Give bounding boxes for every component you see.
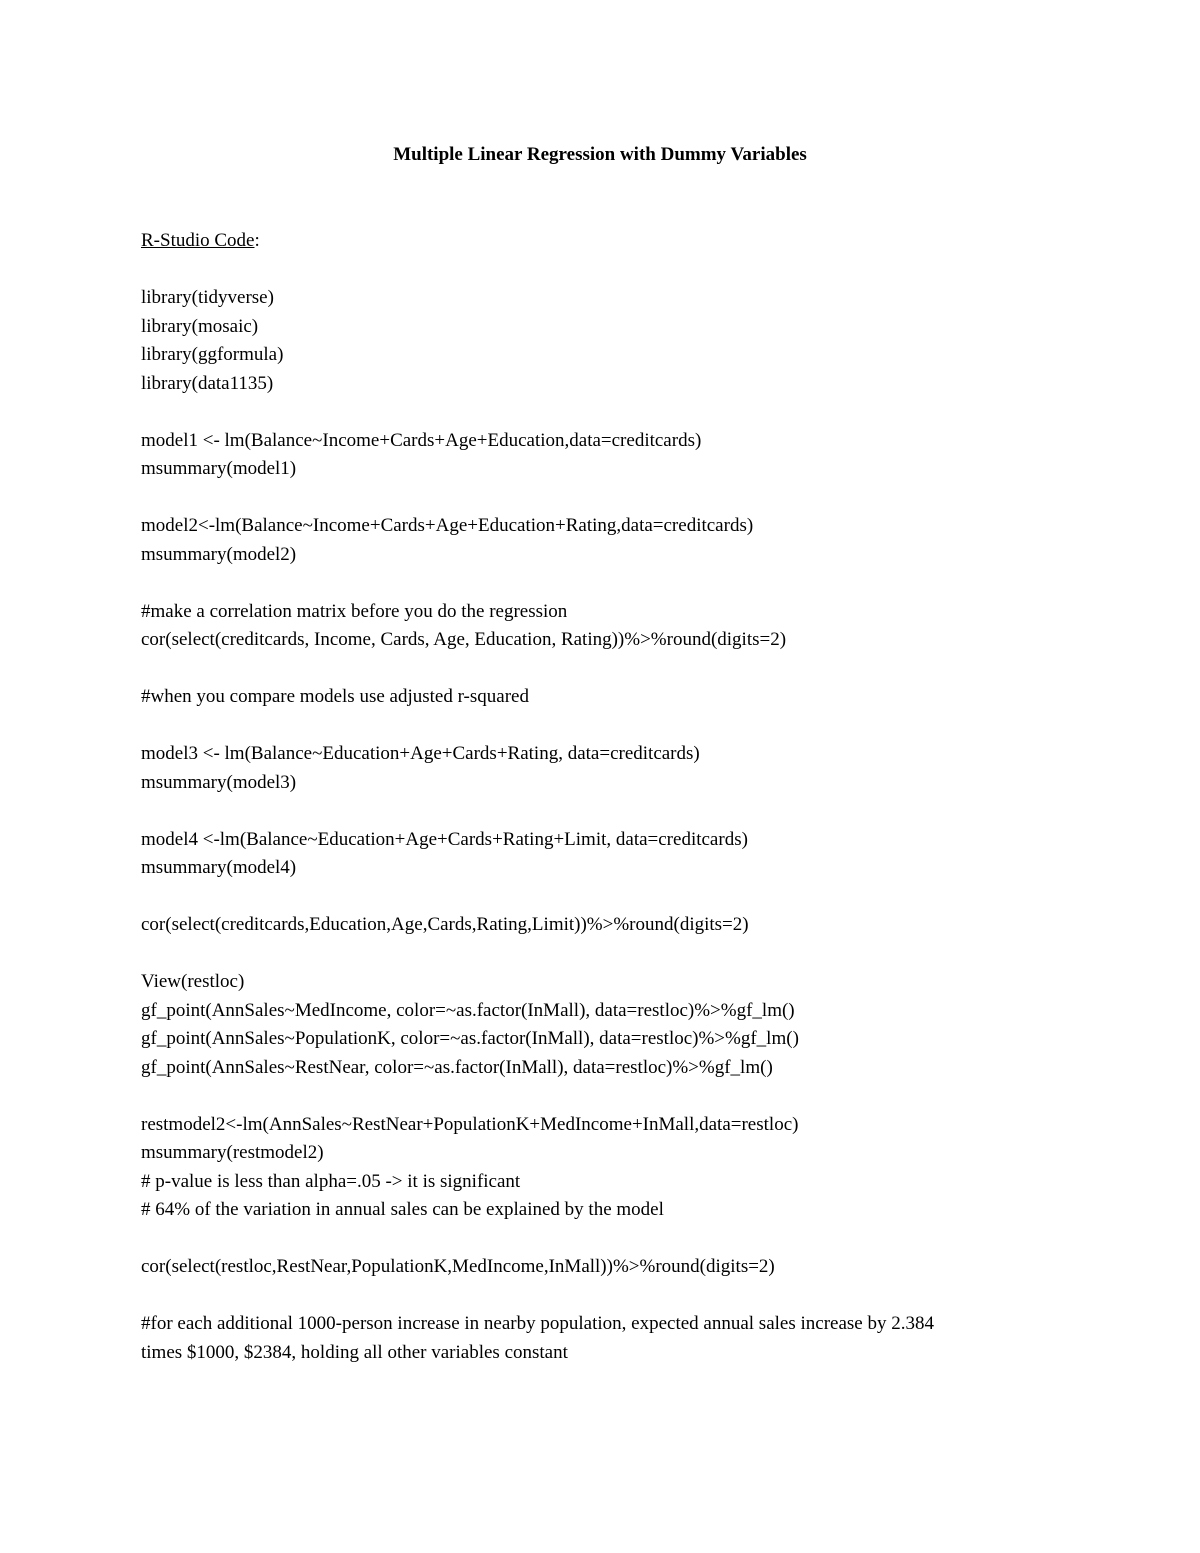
code-line-cor-creditcards-2: cor(select(creditcards,Education,Age,Cards,Rating,Limit))%>%round(digits=2) bbox=[141, 914, 749, 935]
code-line-model1: model1 <- lm(Balance~Income+Cards+Age+Education,data=creditcards) bbox=[141, 429, 702, 451]
code-line-msummary-model2: msummary(model2) bbox=[141, 543, 297, 565]
code-line-restmodel2: restmodel2<-lm(AnnSales~RestNear+PopulationK+MedIncome+InMall,data=restloc) bbox=[141, 1113, 799, 1135]
spacer bbox=[141, 797, 1061, 826]
code-line-model4: model4 <-lm(Balance~Education+Age+Cards+Rating+Limit, data=creditcards) bbox=[141, 828, 748, 850]
code-line-library-ggformula: library(ggformula) bbox=[141, 344, 284, 365]
comment-compare-models: #when you compare models use adjusted r-squared bbox=[141, 686, 529, 707]
spacer bbox=[141, 1082, 1061, 1111]
spacer bbox=[141, 1225, 1061, 1254]
spacer bbox=[141, 1282, 1061, 1311]
comment-interpretation-line-2: times $1000, $2384, holding all other variables constant bbox=[141, 1341, 568, 1363]
code-line-msummary-model3: msummary(model3) bbox=[141, 771, 297, 793]
code-line-gf-point-restnear: gf_point(AnnSales~RestNear, color=~as.factor(InMall), data=restloc)%>%gf_lm() bbox=[141, 1056, 773, 1078]
code-line-msummary-model1: msummary(model1) bbox=[141, 458, 297, 479]
comment-p-value: # p-value is less than alpha=.05 -> it is significant bbox=[141, 1170, 521, 1192]
spacer bbox=[141, 569, 1061, 598]
spacer bbox=[141, 256, 1061, 285]
comment-variation-explained: # 64% of the variation in annual sales can be explained by the model bbox=[141, 1199, 664, 1220]
spacer bbox=[141, 484, 1061, 513]
code-line-cor-restloc: cor(select(restloc,RestNear,PopulationK,MedIncome,InMall))%>%round(digits=2) bbox=[141, 1256, 775, 1277]
spacer bbox=[141, 398, 1061, 427]
document-title: Multiple Linear Regression with Dummy Variables bbox=[393, 144, 807, 165]
section-heading-text: R-Studio Code bbox=[141, 230, 255, 251]
spacer bbox=[141, 655, 1061, 684]
section-heading-colon: : bbox=[254, 230, 260, 251]
code-line-library-tidyverse: library(tidyverse) bbox=[141, 287, 274, 308]
code-line-gf-point-populationk: gf_point(AnnSales~PopulationK, color=~as.factor(InMall), data=restloc)%>%gf_lm() bbox=[141, 1028, 799, 1049]
code-line-gf-point-medincome: gf_point(AnnSales~MedIncome, color=~as.factor(InMall), data=restloc)%>%gf_lm() bbox=[141, 999, 795, 1021]
code-line-model3: model3 <- lm(Balance~Education+Age+Cards+Rating, data=creditcards) bbox=[141, 743, 700, 764]
code-line-msummary-restmodel2: msummary(restmodel2) bbox=[141, 1142, 324, 1163]
spacer bbox=[141, 940, 1061, 969]
spacer bbox=[141, 883, 1061, 912]
comment-correlation-matrix: #make a correlation matrix before you do the regression bbox=[141, 600, 568, 622]
code-line-library-mosaic: library(mosaic) bbox=[141, 315, 259, 337]
spacer bbox=[141, 712, 1061, 741]
code-line-model2: model2<-lm(Balance~Income+Cards+Age+Education+Rating,data=creditcards) bbox=[141, 515, 754, 536]
code-line-view-restloc: View(restloc) bbox=[141, 971, 245, 992]
document-body bbox=[141, 227, 1061, 1367]
code-line-cor-creditcards-1: cor(select(creditcards, Income, Cards, Age, Education, Rating))%>%round(digits=2) bbox=[141, 629, 787, 650]
code-line-msummary-model4: msummary(model4) bbox=[141, 857, 297, 878]
section-heading bbox=[141, 227, 1061, 256]
comment-interpretation-line-1: #for each additional 1000-person increase in nearby population, expected annual sales increase by 2.384 bbox=[141, 1313, 934, 1334]
code-line-library-data1135: library(data1135) bbox=[141, 372, 274, 394]
